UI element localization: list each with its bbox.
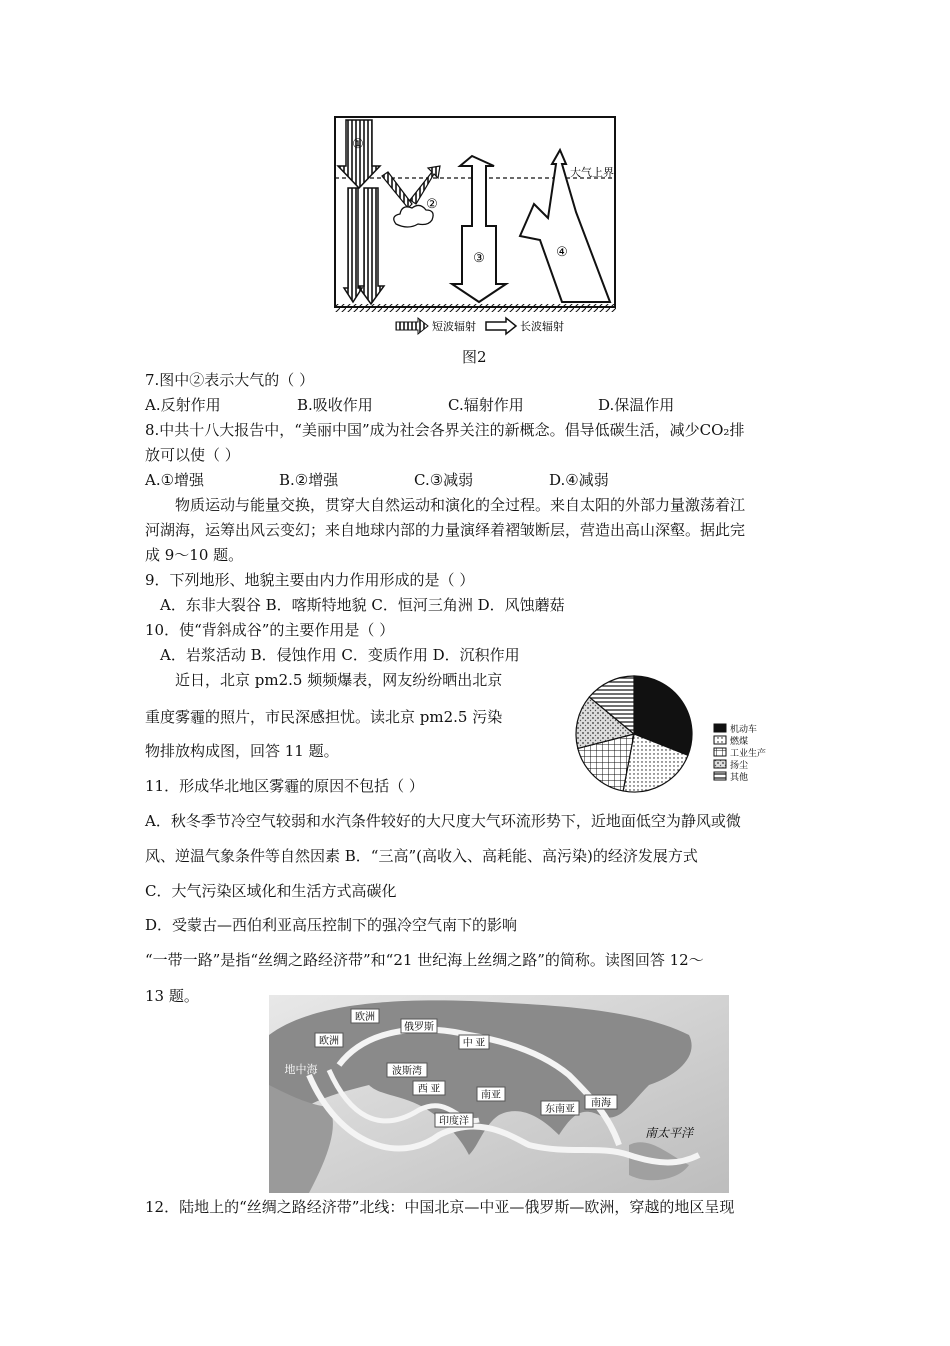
label-1: ① [352, 137, 364, 152]
q11-option-a-line1: A．秋冬季节冷空气较弱和水汽条件较好的大尺度大气环流形势下，近地面低空为静风或微 [145, 812, 741, 830]
legend-swatch-2 [714, 748, 726, 756]
passage1-line3: 成 9～10 题。 [145, 546, 244, 564]
label-3: ③ [473, 251, 485, 266]
passage2-line2: 重度雾霾的照片，市民深感担忧。读北京 pm2.5 污染 [145, 708, 503, 726]
legend-label-4: 其他 [730, 773, 749, 783]
legend-short-wave: 短波辐射 [432, 320, 476, 333]
legend-label-2: 工业生产 [730, 749, 767, 759]
passage3-line2: 13 题。 [145, 987, 199, 1005]
legend-swatch-1 [714, 736, 726, 744]
legend-long-wave-icon [486, 318, 516, 334]
label-europe-2: 欧洲 [319, 1036, 339, 1047]
label-south-pacific: 南太平洋 [644, 1126, 694, 1140]
legend-swatch-4 [714, 772, 726, 780]
belt-and-road-map [269, 995, 729, 1193]
q10-stem: 10．使“背斜成谷”的主要作用是（ ） [145, 621, 395, 639]
pm25-pie-chart [572, 672, 812, 796]
q9-stem: 9．下列地形、地貌主要由内力作用形成的是（ ） [145, 571, 475, 589]
label-south-china-sea: 南海 [591, 1098, 611, 1109]
atmosphere-top-label: 大气上界 [570, 166, 614, 179]
label-2: ② [426, 197, 438, 212]
label-central-asia: 中 亚 [462, 1038, 486, 1049]
q10-options: A．岩浆活动 B．侵蚀作用 C．变质作用 D．沉积作用 [160, 646, 520, 664]
label-europe-1: 欧洲 [355, 1012, 375, 1023]
passage1-line2: 河湖海，运筹出风云变幻；来自地球内部的力量演绎着褶皱断层，营造出高山深壑。据此完 [145, 521, 746, 539]
legend-swatch-0 [714, 724, 726, 732]
q11-option-a-line2: 风、逆温气象条件等自然因素 B．“三高”(高收入、高耗能、高污染)的经济发展方式 [145, 847, 698, 865]
q8-option-d: D.④减弱 [549, 471, 609, 489]
label-south-asia: 南亚 [481, 1090, 501, 1101]
legend-short-wave-icon [396, 318, 428, 334]
q7-option-d: D.保温作用 [598, 396, 675, 414]
q8-option-b: B.②增强 [279, 471, 339, 489]
label-persian-gulf: 波斯湾 [392, 1066, 422, 1077]
q7-option-c: C.辐射作用 [448, 396, 524, 414]
q9-options: A．东非大裂谷 B．喀斯特地貌 C．恒河三角洲 D．风蚀蘑菇 [160, 596, 565, 614]
label-west-asia: 西 亚 [417, 1084, 441, 1095]
legend-label-0: 机动车 [730, 725, 758, 735]
label-mediterranean: 地中海 [284, 1064, 318, 1076]
passage2-line1: 近日，北京 pm2.5 频频爆表，网友纷纷晒出北京 [175, 671, 503, 689]
ground [334, 304, 616, 312]
q7-option-b: B.吸收作用 [297, 396, 373, 414]
legend-long-wave: 长波辐射 [520, 320, 564, 333]
passage3-line1: “一带一路”是指“丝绸之路经济带”和“21 世纪海上丝绸之路”的简称。读图回答 12～ [145, 951, 704, 969]
q11-option-c: C．大气污染区域化和生活方式高碳化 [145, 882, 397, 900]
label-southeast-asia: 东南亚 [545, 1104, 575, 1115]
legend-swatch-3 [714, 760, 726, 768]
q11-option-d: D．受蒙古—西伯利亚高压控制下的强冷空气南下的影响 [145, 916, 518, 934]
legend-label-3: 扬尘 [730, 761, 749, 771]
label-russia: 俄罗斯 [404, 1022, 434, 1033]
q11-stem: 11．形成华北地区雾霾的原因不包括（ ） [145, 777, 424, 795]
passage2-line3: 物排放构成图，回答 11 题。 [145, 742, 339, 760]
q7-option-a: A.反射作用 [145, 396, 221, 414]
q8-stem-line1: 8.中共十八大报告中，“美丽中国”成为社会各界关注的新概念。倡导低碳生活，减少CO₂排 [145, 421, 745, 439]
atmosphere-radiation-diagram [334, 116, 616, 340]
q12-stem: 12．陆地上的“丝绸之路经济带”北线：中国北京—中亚—俄罗斯—欧洲，穿越的地区呈现 [145, 1198, 735, 1216]
q8-option-a: A.①增强 [145, 471, 205, 489]
q8-option-c: C.③减弱 [414, 471, 474, 489]
passage1-line1: 物质运动与能量交换，贯穿大自然运动和演化的全过程。来自太阳的外部力量激荡着江 [175, 496, 746, 514]
figure-caption: 图2 [462, 348, 487, 366]
q7-stem: 7.图中②表示大气的（ ） [145, 371, 315, 389]
label-indian-ocean: 印度洋 [439, 1116, 469, 1127]
label-4: ④ [556, 245, 568, 260]
legend-label-1: 燃煤 [730, 737, 749, 747]
q8-stem-line2: 放可以使（ ） [145, 446, 240, 464]
